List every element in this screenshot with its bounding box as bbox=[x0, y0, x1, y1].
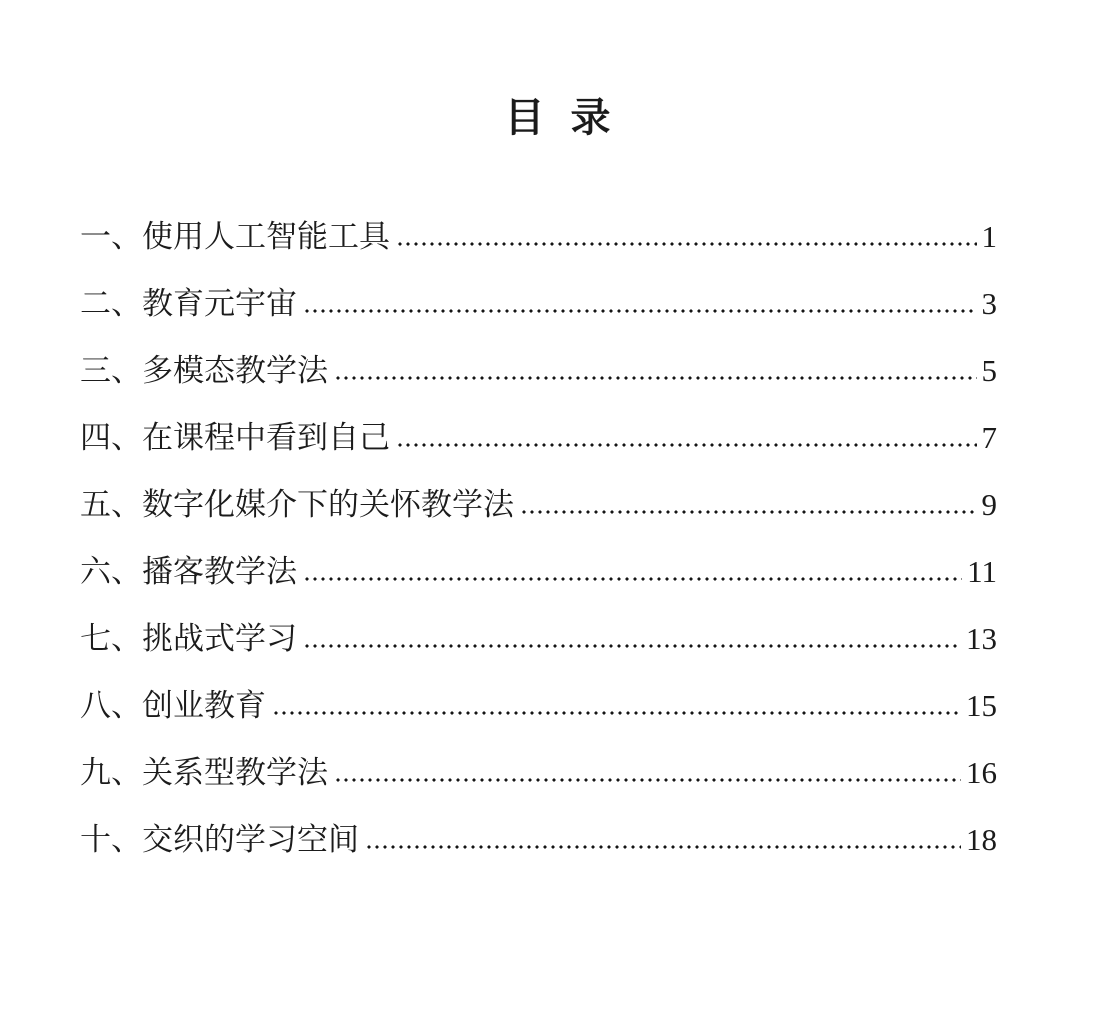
toc-entry-page-number: 11 bbox=[967, 554, 997, 589]
toc-entry[interactable] bbox=[80, 203, 997, 270]
dot-leader bbox=[305, 270, 977, 337]
toc-entry-label: 八、创业教育 bbox=[80, 688, 266, 723]
dot-leader bbox=[336, 739, 961, 806]
toc-entry-page-number: 13 bbox=[966, 621, 997, 656]
toc-entry-page-number: 1 bbox=[981, 219, 997, 254]
toc-entry[interactable] bbox=[80, 270, 997, 337]
dot-leader bbox=[305, 605, 961, 672]
toc-entry[interactable] bbox=[80, 404, 997, 471]
toc-entry-label: 九、关系型教学法 bbox=[80, 755, 328, 790]
toc-entry[interactable] bbox=[80, 337, 997, 404]
toc-entry-label: 五、数字化媒介下的关怀教学法 bbox=[80, 487, 514, 522]
toc-entry-label: 一、使用人工智能工具 bbox=[80, 219, 390, 254]
toc-entry[interactable] bbox=[80, 471, 997, 538]
table-of-contents bbox=[80, 203, 997, 873]
toc-entry-label: 二、教育元宇宙 bbox=[80, 286, 297, 321]
toc-entry-label: 六、播客教学法 bbox=[80, 554, 297, 589]
toc-entry[interactable] bbox=[80, 739, 997, 806]
toc-entry[interactable] bbox=[80, 605, 997, 672]
dot-leader bbox=[522, 471, 977, 538]
dot-leader bbox=[398, 203, 977, 270]
page-title: 目 录 bbox=[504, 95, 612, 140]
toc-entry[interactable] bbox=[80, 538, 997, 605]
toc-entry-label: 七、挑战式学习 bbox=[80, 621, 297, 656]
dot-leader bbox=[274, 672, 961, 739]
toc-entry-page-number: 15 bbox=[966, 688, 997, 723]
toc-entry[interactable] bbox=[80, 672, 997, 739]
toc-entry-label: 三、多模态教学法 bbox=[80, 353, 328, 388]
dot-leader bbox=[398, 404, 977, 471]
dot-leader bbox=[305, 538, 962, 605]
toc-entry-page-number: 9 bbox=[981, 487, 997, 522]
toc-entry[interactable] bbox=[80, 806, 997, 873]
dot-leader bbox=[336, 337, 977, 404]
toc-entry-page-number: 18 bbox=[966, 822, 997, 857]
toc-entry-label: 四、在课程中看到自己 bbox=[80, 420, 390, 455]
dot-leader bbox=[367, 806, 961, 873]
toc-entry-page-number: 16 bbox=[966, 755, 997, 790]
toc-entry-page-number: 5 bbox=[981, 353, 997, 388]
toc-entry-label: 十、交织的学习空间 bbox=[80, 822, 359, 857]
toc-entry-page-number: 3 bbox=[981, 286, 997, 321]
toc-entry-page-number: 7 bbox=[981, 420, 997, 455]
